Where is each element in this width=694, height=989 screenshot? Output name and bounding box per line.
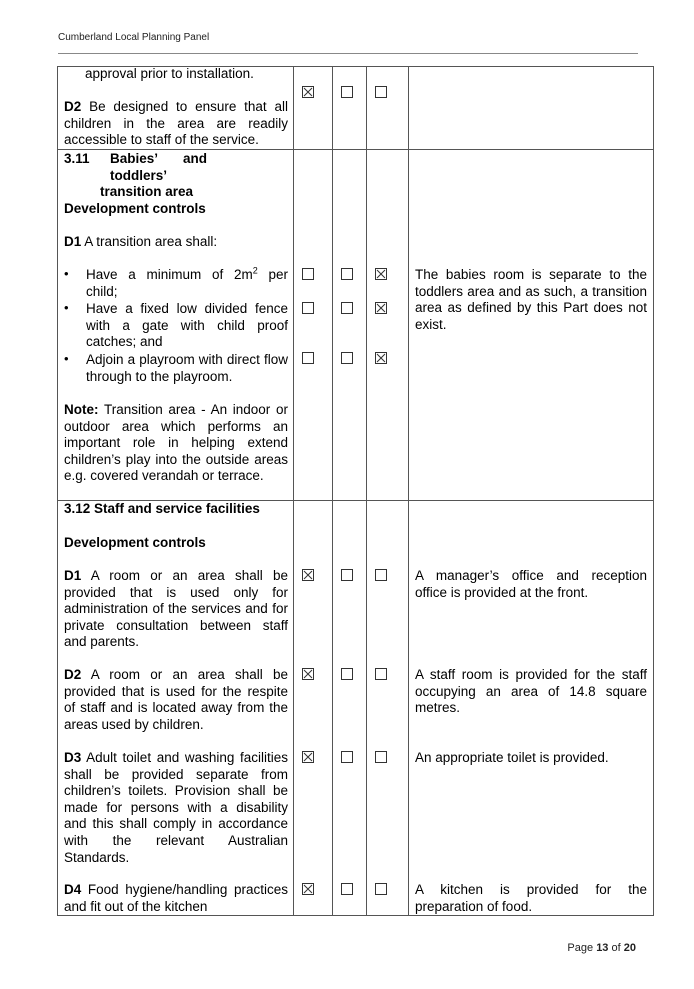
page-number: Page 13 of 20 [567, 942, 636, 954]
header-divider [58, 53, 638, 54]
row3-d4-control [64, 882, 288, 915]
compliance-na-checkbox[interactable] [375, 668, 387, 680]
column-divider [366, 66, 367, 916]
control-text: Adult toilet and washing facilities shall be provided separate from children’s toilets. Provision shall be made for persons with a disability and this shall comply in accordance with the relevant Australian Standards. [64, 750, 289, 865]
control-code: D1 [64, 234, 82, 249]
row3-d3-comment: An appropriate toilet is provided. [415, 750, 609, 765]
cross-mark-icon [376, 269, 386, 279]
row3-d1-comment: A manager’s office and reception office is provided at the front. [415, 568, 647, 600]
table-border-right [653, 66, 654, 916]
compliance-yes-checkbox[interactable] [302, 302, 314, 314]
cross-mark-icon [376, 303, 386, 313]
compliance-yes-checkbox[interactable] [302, 86, 314, 98]
compliance-na-checkbox[interactable] [375, 268, 387, 280]
row3-d2-control [64, 667, 288, 733]
row1-d2-control [64, 99, 288, 149]
compliance-no-checkbox[interactable] [341, 569, 353, 581]
compliance-na-checkbox[interactable] [375, 883, 387, 895]
row2-d1-control [64, 234, 217, 251]
bullet-icon: • [64, 300, 69, 315]
compliance-table [57, 66, 654, 916]
control-code: D2 [64, 667, 82, 682]
compliance-yes-checkbox[interactable] [302, 268, 314, 280]
column-divider [293, 66, 294, 916]
control-text: A room or an area shall be provided that is used for the respite of staff and is located away from the areas used by children. [64, 667, 289, 732]
section-title-part2: transition area [100, 184, 194, 200]
section-title-part1: Babies’ and toddlers’ [110, 151, 208, 183]
development-controls-heading: Development controls [64, 201, 206, 216]
compliance-no-checkbox[interactable] [341, 86, 353, 98]
cross-mark-icon [303, 669, 313, 679]
note-text: Transition area - An indoor or outdoor area which performs an important role in helping extend children’s play into the outside areas e.g. covered verandah or terrace. [64, 402, 288, 484]
note-label: Note: [64, 402, 99, 417]
cross-mark-icon [303, 570, 313, 580]
compliance-no-checkbox[interactable] [341, 668, 353, 680]
compliance-no-checkbox[interactable] [341, 352, 353, 364]
compliance-no-checkbox[interactable] [341, 302, 353, 314]
compliance-yes-checkbox[interactable] [302, 352, 314, 364]
control-code: D1 [64, 568, 82, 583]
row1-continuation-text: approval prior to installation. [85, 66, 254, 81]
section-number: 3.11 [64, 151, 90, 166]
column-divider [332, 66, 333, 916]
compliance-no-checkbox[interactable] [341, 751, 353, 763]
development-controls-heading: Development controls [64, 535, 206, 550]
compliance-yes-checkbox[interactable] [302, 883, 314, 895]
row3-d2-comment: A staff room is provided for the staff occupying an area of 14.8 square metres. [415, 667, 647, 716]
control-text: A transition area shall: [84, 234, 218, 249]
compliance-no-checkbox[interactable] [341, 883, 353, 895]
cross-mark-icon [303, 752, 313, 762]
bullet-item-2: Have a fixed low divided fence with a gate with child proof catches; and [86, 301, 288, 350]
compliance-na-checkbox[interactable] [375, 86, 387, 98]
bullet-icon: • [64, 351, 69, 366]
row-divider [57, 149, 654, 150]
compliance-yes-checkbox[interactable] [302, 668, 314, 680]
row2-comment: The babies room is separate to the toddlers area and as such, a transition area as defined by this Part does not exist. [415, 267, 647, 332]
row3-d3-control [64, 750, 288, 866]
row3-d1-control [64, 568, 288, 651]
compliance-yes-checkbox[interactable] [302, 751, 314, 763]
compliance-na-checkbox[interactable] [375, 352, 387, 364]
control-code: D4 [64, 882, 82, 897]
compliance-no-checkbox[interactable] [341, 268, 353, 280]
control-code: D3 [64, 750, 82, 765]
section-heading-3-11 [64, 151, 288, 201]
cross-mark-icon [376, 353, 386, 363]
bullet-item-1: Have a minimum of $2m^2$ per child; [86, 265, 288, 299]
column-divider [408, 66, 409, 916]
compliance-na-checkbox[interactable] [375, 751, 387, 763]
control-text: Food hygiene/handling practices and fit out of the kitchen [64, 882, 288, 914]
page-header: Cumberland Local Planning Panel [58, 32, 210, 43]
bullet-item-3: Adjoin a playroom with direct flow through to the playroom. [86, 352, 288, 384]
row2-note [64, 402, 288, 485]
bullet-icon: • [64, 266, 69, 281]
control-code: D2 [64, 99, 82, 114]
section-heading-3-12: 3.12 Staff and service facilities [64, 501, 260, 516]
control-text: Be designed to ensure that all children in the area are readily accessible to staff of the service. [64, 99, 288, 148]
row3-d4-comment: A kitchen is provided for the preparation of food. [415, 882, 647, 914]
cross-mark-icon [303, 884, 313, 894]
table-border-left [57, 66, 58, 916]
compliance-na-checkbox[interactable] [375, 302, 387, 314]
cross-mark-icon [303, 87, 313, 97]
compliance-yes-checkbox[interactable] [302, 569, 314, 581]
compliance-na-checkbox[interactable] [375, 569, 387, 581]
control-text: A room or an area shall be provided that is used only for administration of the services and for private consultation between staff and parents. [64, 568, 289, 650]
